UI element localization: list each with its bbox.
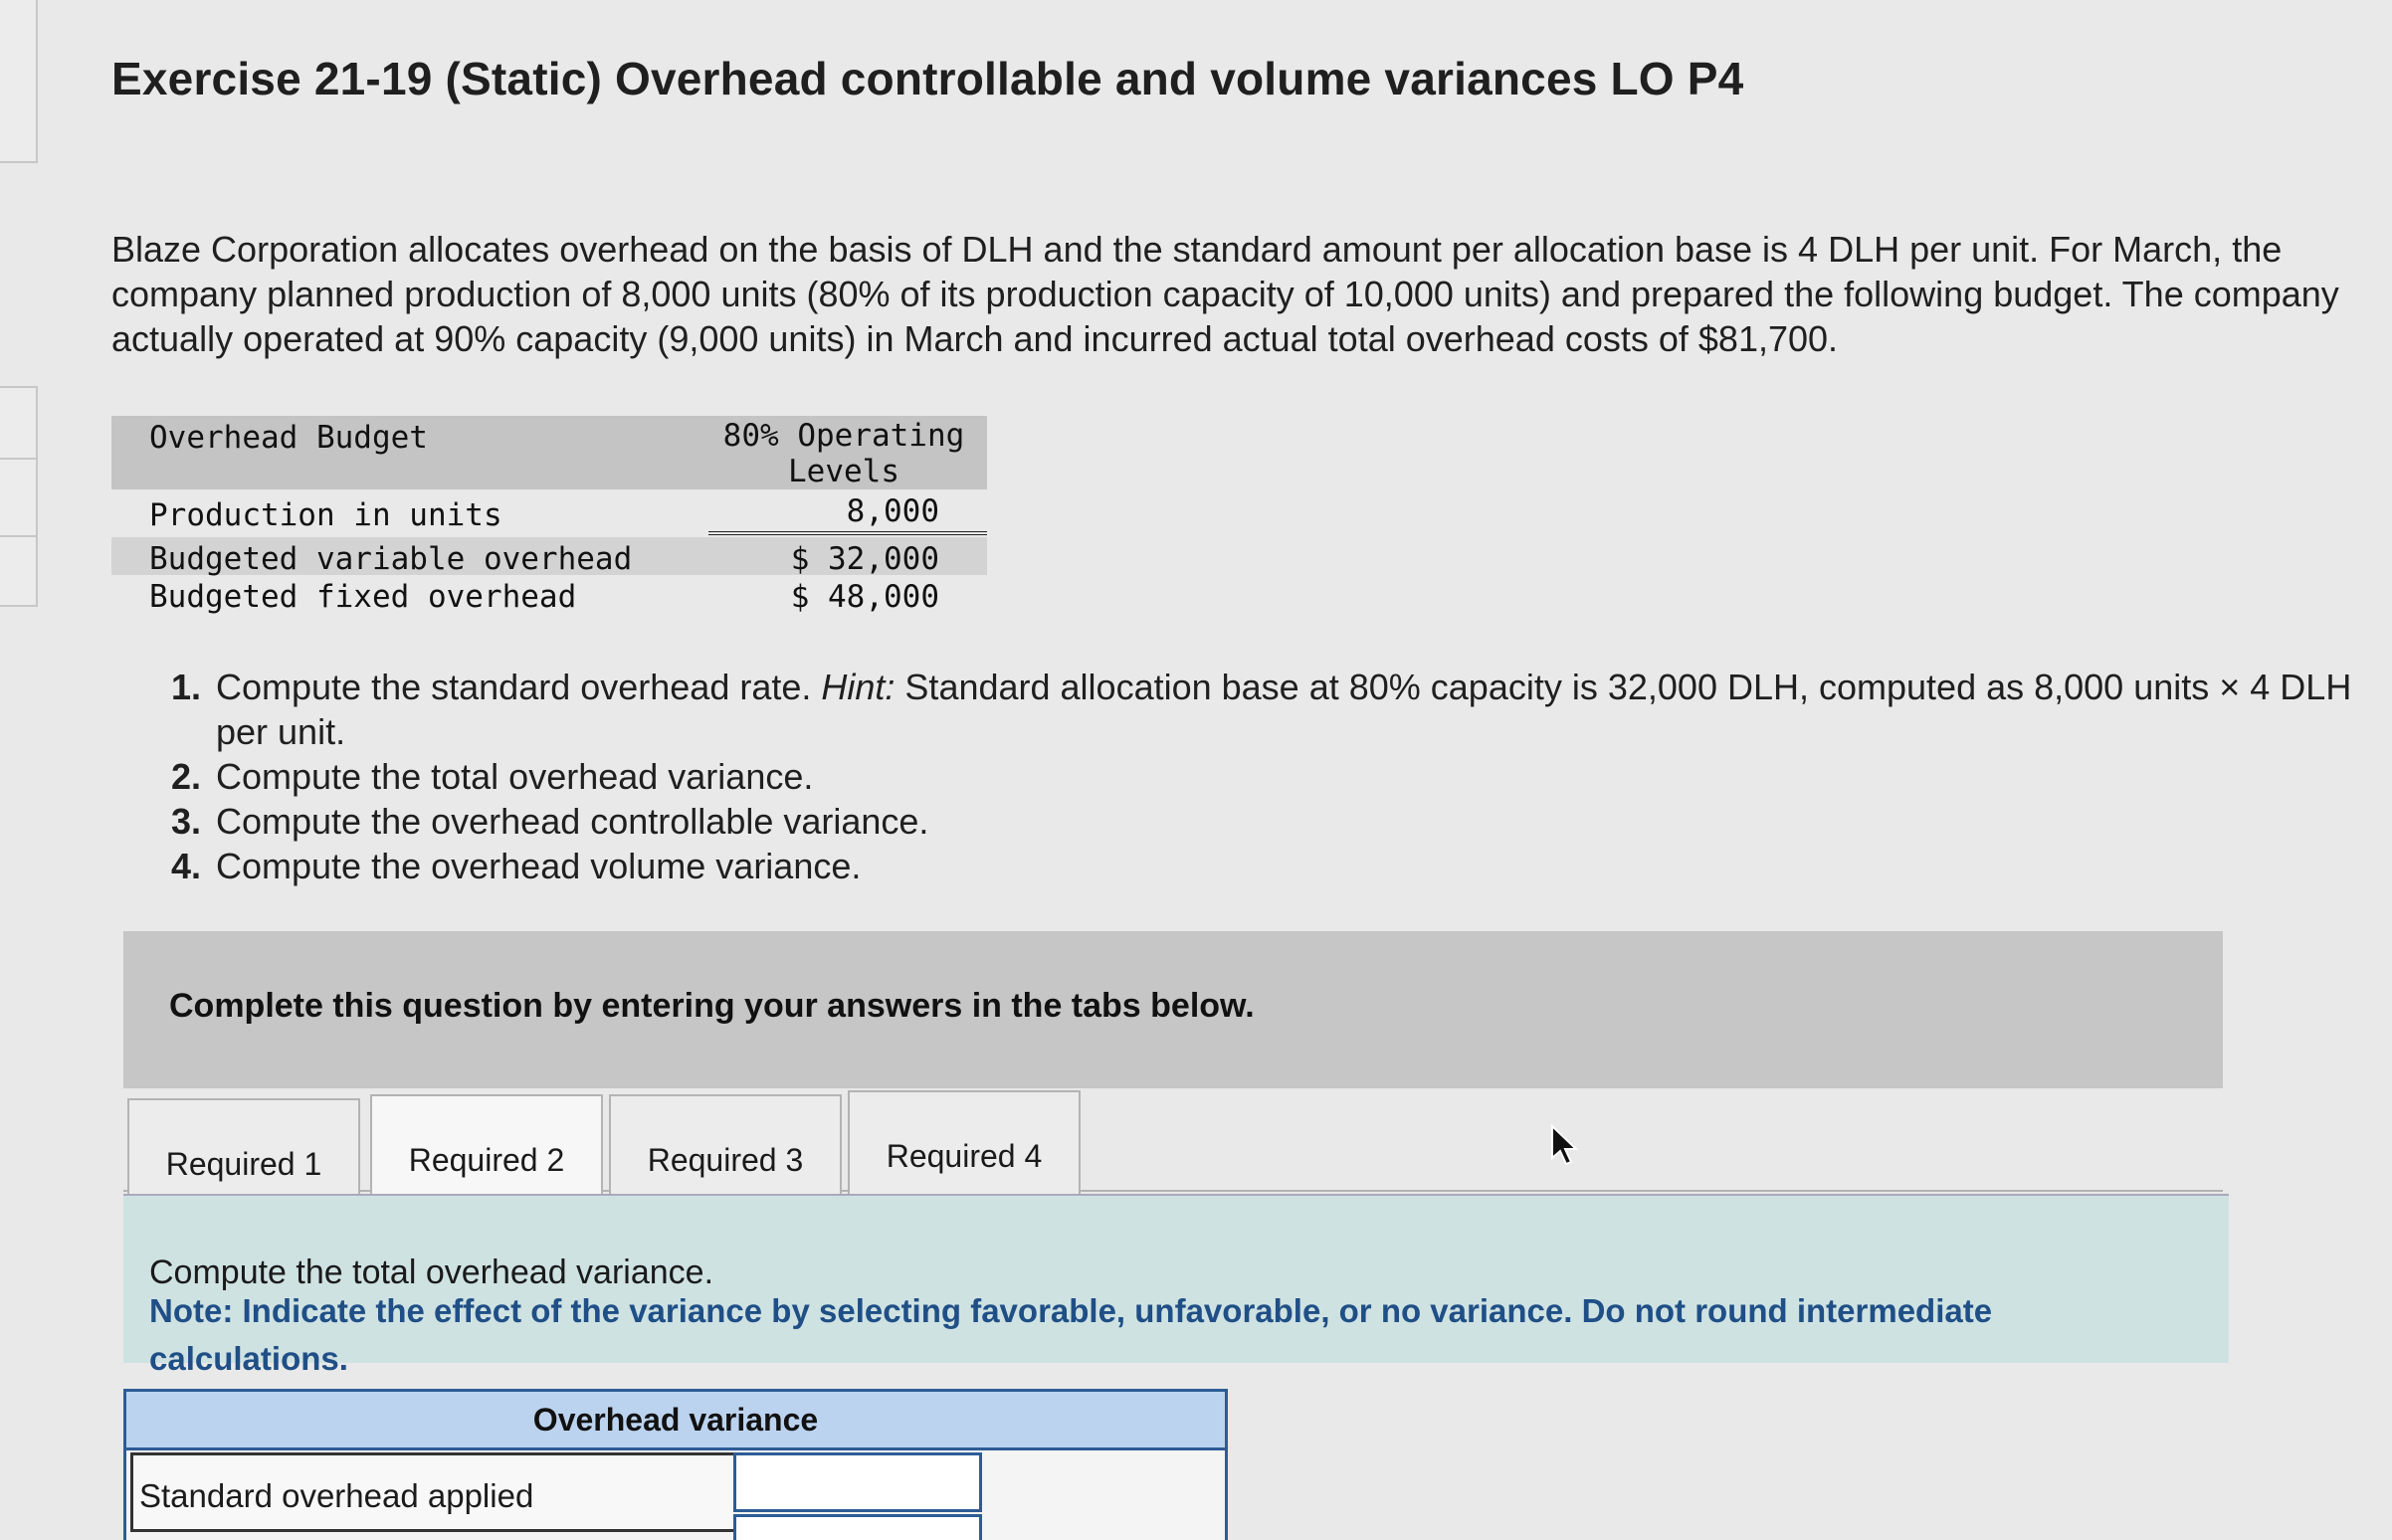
question-text: Compute the overhead volume variance. bbox=[216, 846, 862, 886]
budget-row-value: 8,000 bbox=[846, 493, 939, 529]
overhead-budget-table bbox=[111, 416, 987, 613]
budget-column-header: 80% Operating Levels bbox=[722, 418, 965, 489]
question-item bbox=[171, 844, 2360, 888]
row-label: Standard overhead applied bbox=[130, 1452, 733, 1532]
left-edge-tab bbox=[0, 535, 38, 607]
left-edge-tab bbox=[0, 0, 38, 163]
mouse-pointer-icon bbox=[1550, 1124, 1580, 1173]
tab-label: Required 2 bbox=[408, 1142, 565, 1178]
next-answer-input[interactable] bbox=[733, 1514, 982, 1540]
tab-required-3[interactable] bbox=[609, 1094, 842, 1208]
tab-required-4[interactable] bbox=[848, 1090, 1081, 1204]
budget-row-value: $ 48,000 bbox=[790, 579, 939, 615]
question-text: Compute the overhead controllable variance. bbox=[216, 801, 929, 842]
instruction-panel bbox=[123, 1194, 2229, 1377]
question-item bbox=[171, 665, 2360, 754]
standard-overhead-applied-input[interactable] bbox=[733, 1452, 982, 1512]
question-text: Compute the standard overhead rate. bbox=[216, 667, 822, 707]
budget-row-label: Budgeted fixed overhead bbox=[149, 579, 577, 615]
tab-label: Required 1 bbox=[165, 1146, 322, 1182]
question-number: 4. bbox=[171, 846, 202, 886]
budget-row-label: Budgeted variable overhead bbox=[149, 541, 633, 577]
complete-question-banner bbox=[123, 931, 2223, 1088]
left-edge-tab bbox=[0, 458, 38, 537]
hint-text: Standard allocation base at 80% capacity is 32,000 DLH, computed as 8,000 units × 4 DLH per unit. bbox=[216, 667, 2352, 752]
answer-table-row bbox=[123, 1450, 1228, 1540]
complete-prompt: Complete this question by entering your answers in the tabs below. bbox=[169, 987, 1255, 1025]
question-number: 2. bbox=[171, 756, 202, 797]
question-number: 1. bbox=[171, 667, 202, 707]
answer-table-header bbox=[123, 1389, 1228, 1450]
budget-row-label: Production in units bbox=[149, 497, 502, 533]
problem-description: Blaze Corporation allocates overhead on the basis of DLH and the standard amount per allocation base is 4 DLH per unit. For March, the company planned production of 8,000 units (80% of its production capacity of 10,000 units) and prepared the following budget. The company actually operated at 90% capacity (9,000 units) in March and incurred actual total overhead costs of $81,700. bbox=[111, 229, 2339, 359]
tab-label: Required 3 bbox=[647, 1142, 804, 1178]
answer-table-title: Overhead variance bbox=[532, 1402, 819, 1438]
budget-header-row bbox=[111, 416, 987, 489]
question-list bbox=[171, 665, 2360, 888]
instruction-note: Note: Indicate the effect of the variance by selecting favorable, unfavorable, or no variance. Do not round intermediate calculations. bbox=[149, 1292, 1993, 1377]
budget-row bbox=[111, 575, 987, 613]
budget-row-value: $ 32,000 bbox=[790, 541, 939, 577]
page-title: Exercise 21-19 (Static) Overhead controllable and volume variances LO P4 bbox=[111, 53, 1744, 104]
question-item bbox=[171, 799, 2360, 844]
double-underline bbox=[708, 531, 987, 535]
budget-row bbox=[111, 489, 987, 537]
question-number: 3. bbox=[171, 801, 202, 842]
tab-label: Required 4 bbox=[886, 1138, 1043, 1174]
instruction-text: Compute the total overhead variance. bbox=[149, 1253, 714, 1291]
hint-label: Hint: bbox=[821, 667, 896, 707]
left-edge-tab bbox=[0, 386, 38, 460]
budget-row bbox=[111, 537, 987, 575]
budget-header-label: Overhead Budget bbox=[149, 420, 428, 456]
question-text: Compute the total overhead variance. bbox=[216, 756, 814, 797]
question-item bbox=[171, 754, 2360, 799]
